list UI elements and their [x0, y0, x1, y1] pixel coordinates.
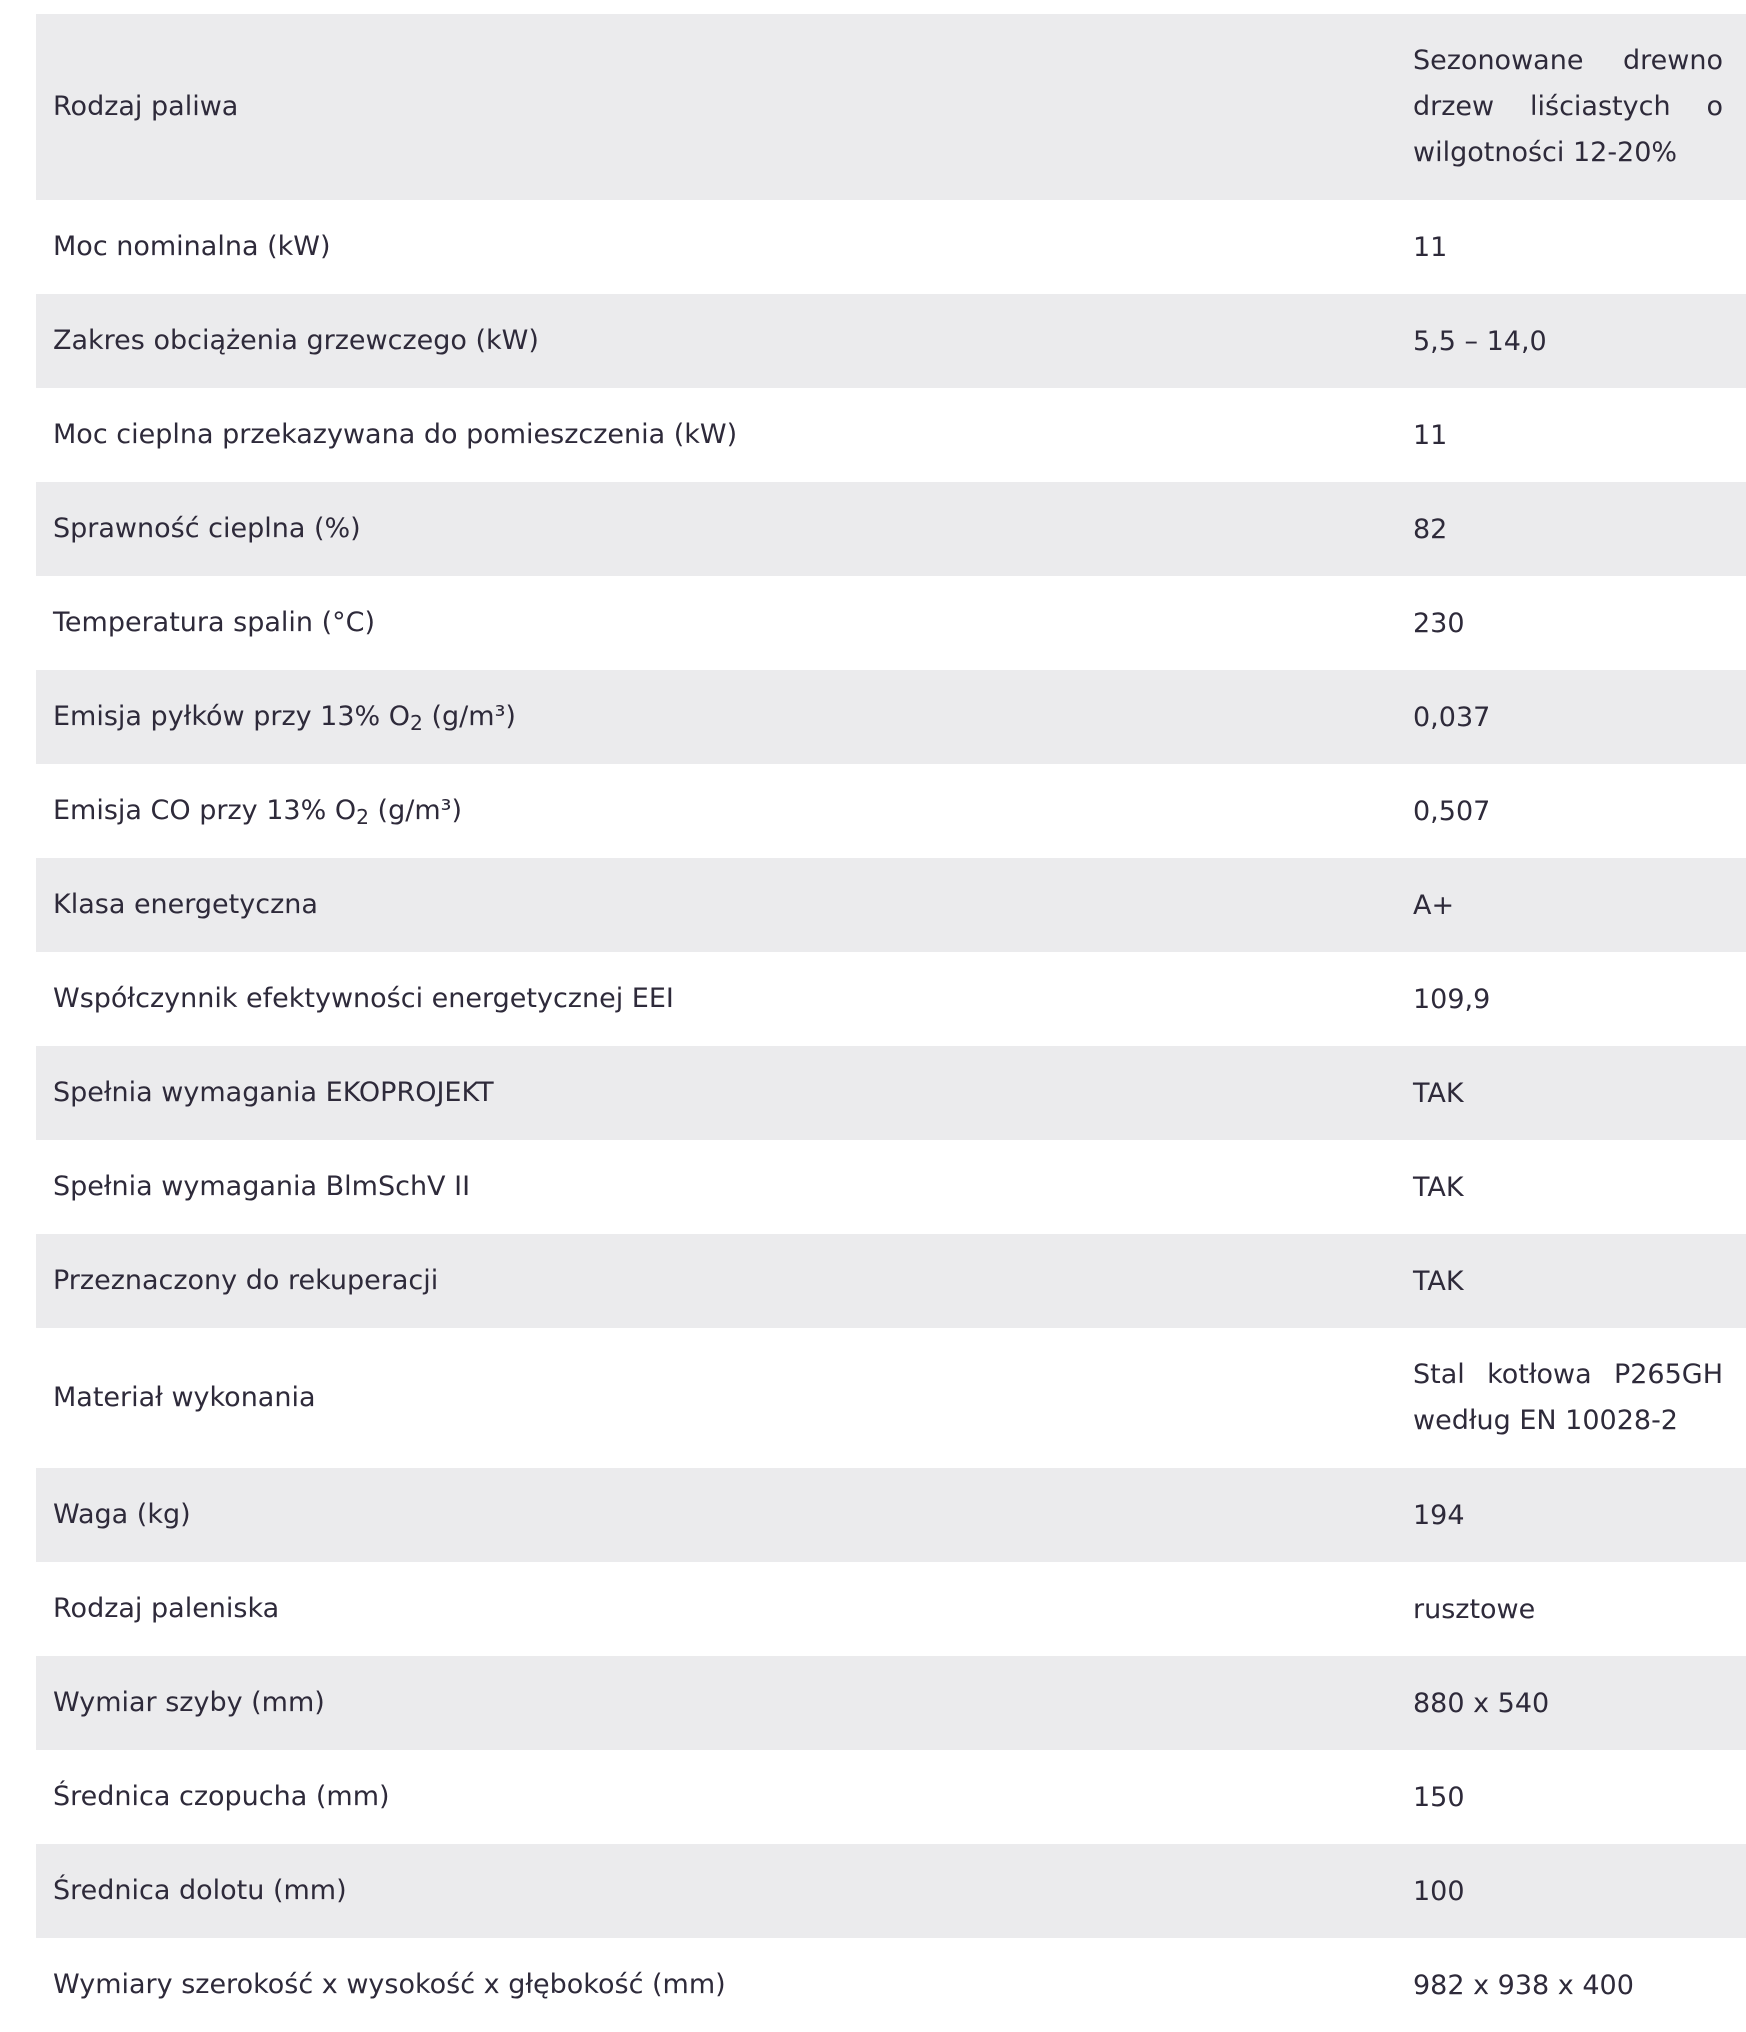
- row-label: [36, 764, 1413, 858]
- row-label-text: Klasa energetyczna: [53, 889, 318, 920]
- row-value: 82: [1413, 513, 1448, 545]
- row-label-text: Średnica dolotu (mm): [53, 1875, 347, 1906]
- table-row: [36, 576, 1746, 670]
- table-row: [36, 764, 1746, 858]
- row-label: [36, 1046, 1413, 1140]
- row-label: [36, 1468, 1413, 1562]
- table-row: [36, 1562, 1746, 1656]
- table-row: [36, 1656, 1746, 1750]
- table-row: [36, 1468, 1746, 1562]
- row-label-text: Przeznaczony do rekuperacji: [53, 1265, 439, 1296]
- label-subscript: 2: [410, 711, 423, 736]
- row-label-text: Średnica czopucha (mm): [53, 1781, 390, 1812]
- row-label-text: Wymiar szyby (mm): [53, 1687, 325, 1718]
- row-value: rusztowe: [1413, 1593, 1536, 1625]
- row-label-text: [53, 701, 516, 736]
- row-label-text: Waga (kg): [53, 1499, 191, 1530]
- row-label-text: Spełnia wymagania BlmSchV II: [53, 1171, 471, 1202]
- row-value-text: Stal kotłowa P265GH według EN 10028-2: [1413, 1359, 1723, 1436]
- row-label-text: Spełnia wymagania EKOPROJEKT: [53, 1077, 494, 1108]
- row-label-text: Rodzaj paleniska: [53, 1593, 280, 1624]
- row-label: [36, 388, 1413, 482]
- table-row: [36, 952, 1746, 1046]
- row-label-text: Moc cieplna przekazywana do pomieszczenia (kW): [53, 419, 738, 450]
- row-value: [1413, 14, 1746, 200]
- row-label: [36, 576, 1413, 670]
- row-label-text: [53, 795, 462, 830]
- label-post: (g/m³): [422, 701, 516, 732]
- row-label: [36, 858, 1413, 952]
- row-value: 100: [1413, 1875, 1465, 1907]
- label-subscript: 2: [356, 805, 369, 830]
- table-row: [36, 1938, 1746, 2032]
- row-value: TAK: [1413, 1077, 1464, 1109]
- row-value: 11: [1413, 419, 1448, 451]
- table-row: [36, 1844, 1746, 1938]
- row-label-text: Zakres obciążenia grzewczego (kW): [53, 325, 539, 356]
- row-label-text: Sprawność cieplna (%): [53, 513, 361, 544]
- row-label-text: Wymiary szerokość x wysokość x głębokość (mm): [53, 1969, 726, 2000]
- row-value: 0,507: [1413, 795, 1491, 827]
- row-label-text: Moc nominalna (kW): [53, 231, 331, 262]
- label-post: (g/m³): [368, 795, 462, 826]
- row-value: TAK: [1413, 1265, 1464, 1297]
- table-row: [36, 1046, 1746, 1140]
- row-label: [36, 1750, 1413, 1844]
- label-pre: Emisja pyłków przy 13% O: [53, 701, 411, 732]
- table-row: [36, 1140, 1746, 1234]
- row-label: [36, 482, 1413, 576]
- row-label: [36, 1562, 1413, 1656]
- row-label: [36, 1656, 1413, 1750]
- table-row: [36, 388, 1746, 482]
- row-value-text: Sezonowane drewno drzew liściastych o wilgotności 12-20%: [1413, 45, 1723, 168]
- row-value: 150: [1413, 1781, 1465, 1813]
- row-label-text: Współczynnik efektywności energetycznej EEI: [53, 983, 674, 1014]
- table-row: [36, 858, 1746, 952]
- row-value: [1413, 1328, 1746, 1468]
- row-label: [36, 294, 1413, 388]
- row-label: [36, 1140, 1413, 1234]
- row-value: A+: [1413, 889, 1455, 921]
- row-label-text: Materiał wykonania: [53, 1382, 316, 1413]
- row-value: 880 x 540: [1413, 1687, 1550, 1719]
- table-row: [36, 294, 1746, 388]
- row-value: 982 x 938 x 400: [1413, 1969, 1634, 2001]
- row-value: 11: [1413, 231, 1448, 263]
- row-value: 194: [1413, 1499, 1465, 1531]
- row-label: [36, 670, 1413, 764]
- row-value: 0,037: [1413, 701, 1491, 733]
- table-row: [36, 1750, 1746, 1844]
- row-value: TAK: [1413, 1171, 1464, 1203]
- row-label: [36, 1234, 1413, 1328]
- table-row: [36, 1328, 1746, 1468]
- table-row: [36, 670, 1746, 764]
- row-label-text: Rodzaj paliwa: [53, 91, 239, 122]
- row-value: 5,5 – 14,0: [1413, 325, 1547, 357]
- row-label: [36, 1844, 1413, 1938]
- row-label-text: Temperatura spalin (°C): [53, 607, 376, 638]
- row-label: [36, 952, 1413, 1046]
- table-row: [36, 1234, 1746, 1328]
- table-row: [36, 482, 1746, 576]
- row-value: 109,9: [1413, 983, 1491, 1015]
- label-pre: Emisja CO przy 13% O: [53, 795, 357, 826]
- table-row: [36, 14, 1746, 200]
- spec-table: [36, 14, 1746, 2032]
- row-label: [36, 1938, 1413, 2032]
- row-label: [36, 14, 1413, 200]
- table-row: [36, 200, 1746, 294]
- row-label: [36, 1328, 1413, 1468]
- row-value: 230: [1413, 607, 1465, 639]
- row-label: [36, 200, 1413, 294]
